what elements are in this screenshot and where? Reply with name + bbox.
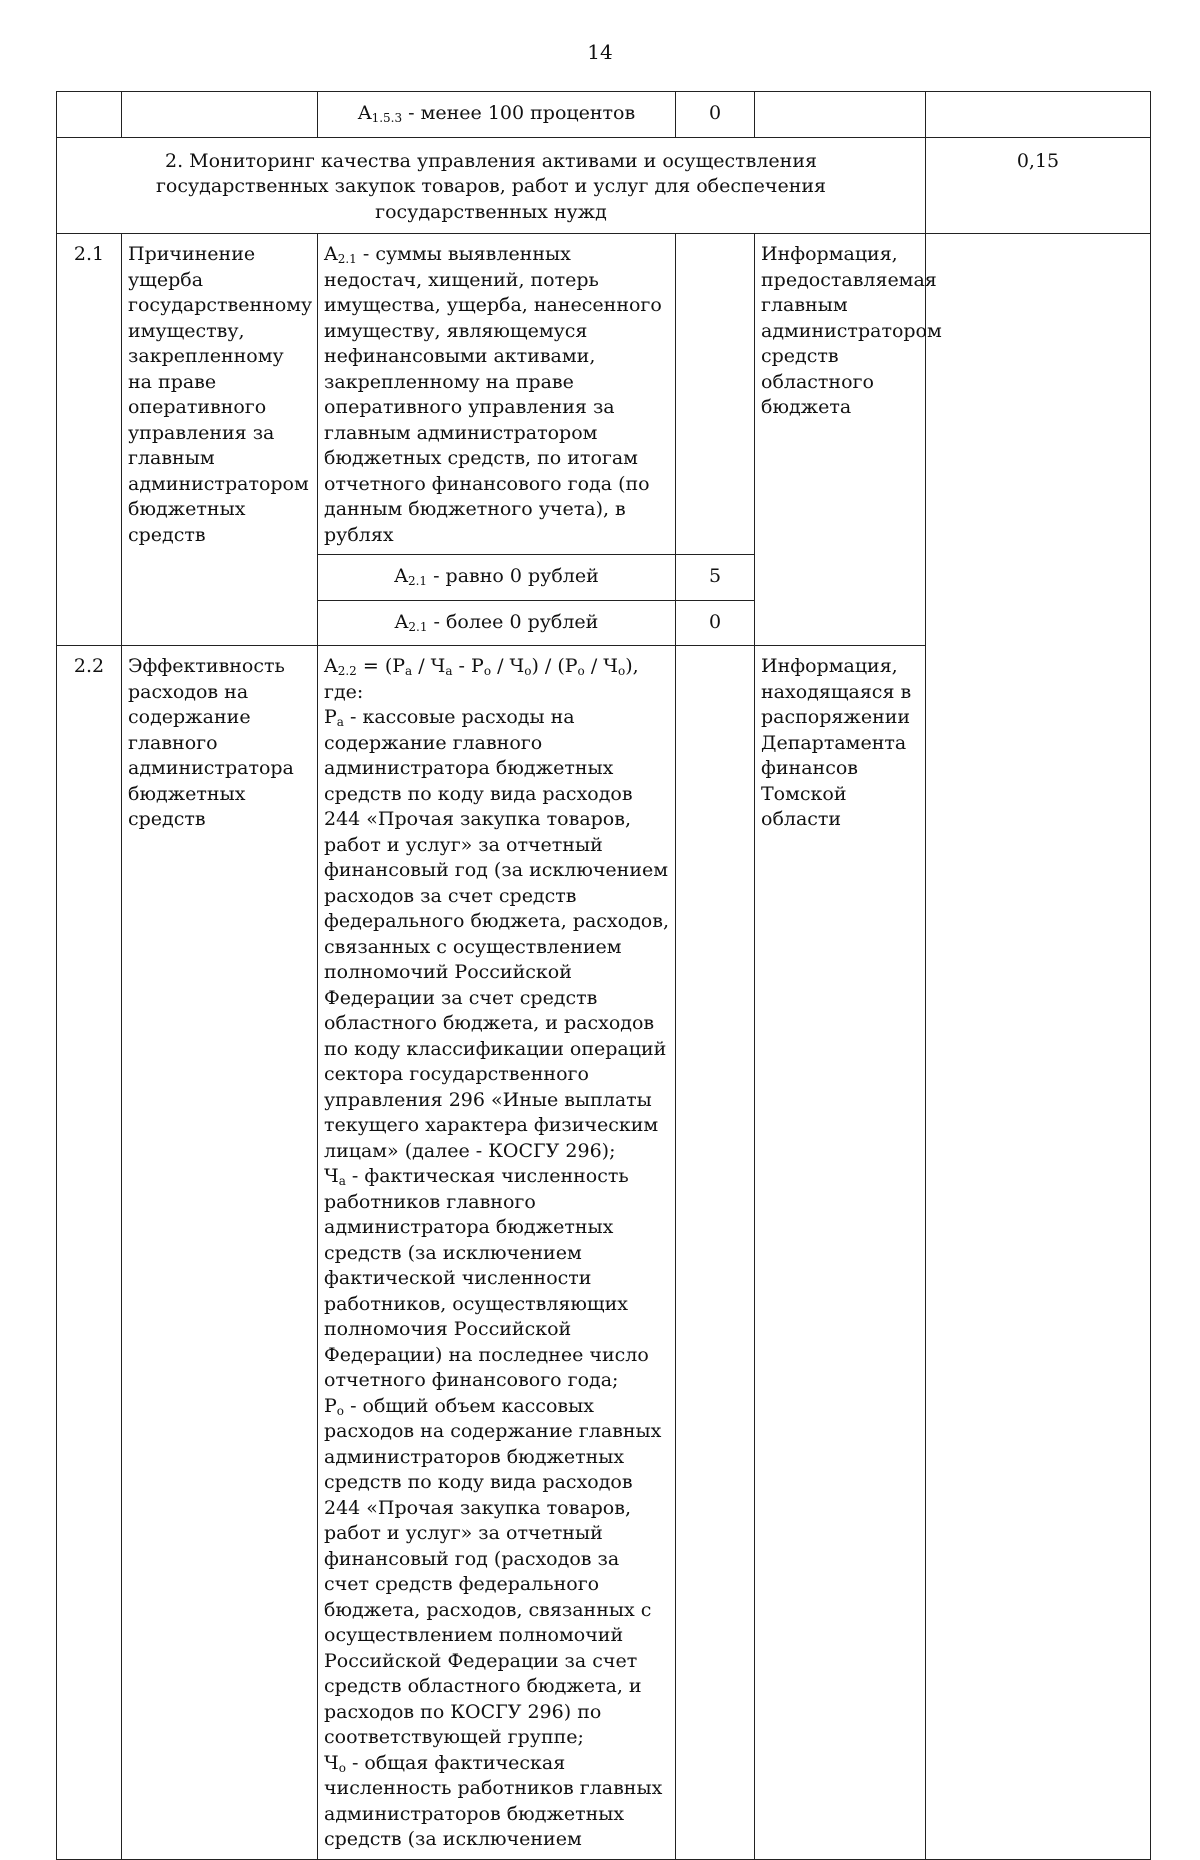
score-cell: 0 bbox=[676, 600, 755, 646]
info-source: Информация, находящаяся в распоряжении Департамента финансов Томской области bbox=[755, 646, 926, 1860]
empty-cell bbox=[676, 646, 755, 1860]
option-a153: $A_{1.5.3}$ - менее 100 процентов bbox=[318, 92, 676, 138]
indicator-name: Причинение ущерба государственному имуществу, закрепленному на праве оперативного управления за главным администратором бюджетных средств bbox=[122, 234, 318, 646]
empty-cell bbox=[926, 234, 1151, 1860]
empty-cell bbox=[676, 234, 755, 555]
definition-po: $P_о$ - общий объем кассовых расходов на содержание главных администраторов бюджетных средств по коду вида расходов 244 «Прочая закупка товаров, работ и услуг» за отчетный финансовый год (расходов за счет средств федерального бюджета, расходов, связанных с осуществлением полномочий Российской Федерации за счет средств областного бюджета, и расходов по КОСГУ 296) по соответствующей группе; bbox=[324, 1394, 662, 1748]
criteria-table bbox=[56, 91, 1151, 1860]
indicator-formula: $A_{2.1}$ - суммы выявленных недостач, хищений, потерь имущества, ущерба, нанесенного имуществу, являющемуся нефинансовыми активами, закрепленному на праве оперативного управления за главным администратором бюджетных средств, по итогам отчетного финансового года (по данным бюджетного учета), в рублях bbox=[318, 234, 676, 555]
empty-cell bbox=[755, 92, 926, 138]
row-number: 2.1 bbox=[57, 234, 122, 646]
formula-line: $A_{2.2} = (P_а / Ч_а - P_о / Ч_о) / (P_о / Ч_о)$, где: bbox=[324, 655, 639, 703]
option-cell: $A_{2.1}$ - более 0 рублей bbox=[318, 600, 676, 646]
empty-cell bbox=[926, 92, 1151, 138]
info-source: Информация, предоставляемая главным администратором средств областного бюджета bbox=[755, 234, 926, 646]
section-header-row bbox=[57, 137, 1151, 234]
table-row bbox=[57, 92, 1151, 138]
indicator-name: Эффективность расходов на содержание главного администратора бюджетных средств bbox=[122, 646, 318, 1860]
option-cell: $A_{2.1}$ - равно 0 рублей bbox=[318, 555, 676, 601]
score-cell: 5 bbox=[676, 555, 755, 601]
row-number: 2.2 bbox=[57, 646, 122, 1860]
indicator-formula bbox=[318, 646, 676, 1860]
empty-cell bbox=[57, 92, 122, 138]
definition-cha: $Ч_а$ - фактическая численность работников главного администратора бюджетных средств (за исключением фактической численности работников, осуществляющих полномочия Российской Федерации) на последнее число отчетного финансового года; bbox=[324, 1165, 649, 1391]
empty-cell bbox=[122, 92, 318, 138]
definition-cho: $Ч_о$ - общая фактическая численность работников главных администраторов бюджетных средств (за исключением bbox=[324, 1751, 663, 1850]
table-row bbox=[57, 234, 1151, 555]
page-number: 14 bbox=[587, 40, 613, 64]
section-weight: 0,15 bbox=[926, 137, 1151, 234]
section-title: 2. Мониторинг качества управления активами и осуществления государственных закупок товаров, работ и услуг для обеспечения государственных нужд bbox=[57, 137, 926, 234]
definition-pa: $P_а$ - кассовые расходы на содержание главного администратора бюджетных средств по коду вида расходов 244 «Прочая закупка товаров, работ и услуг» за отчетный финансовый год (за исключением расходов за счет средств федерального бюджета, расходов, связанных с осуществлением полномочий Российской Федерации за счет средств областного бюджета, и расходов по коду классификации операций сектора государственного управления 296 «Иные выплаты текущего характера физическим лицам» (далее - КОСГУ 296); bbox=[324, 706, 669, 1162]
score-cell: 0 bbox=[676, 92, 755, 138]
